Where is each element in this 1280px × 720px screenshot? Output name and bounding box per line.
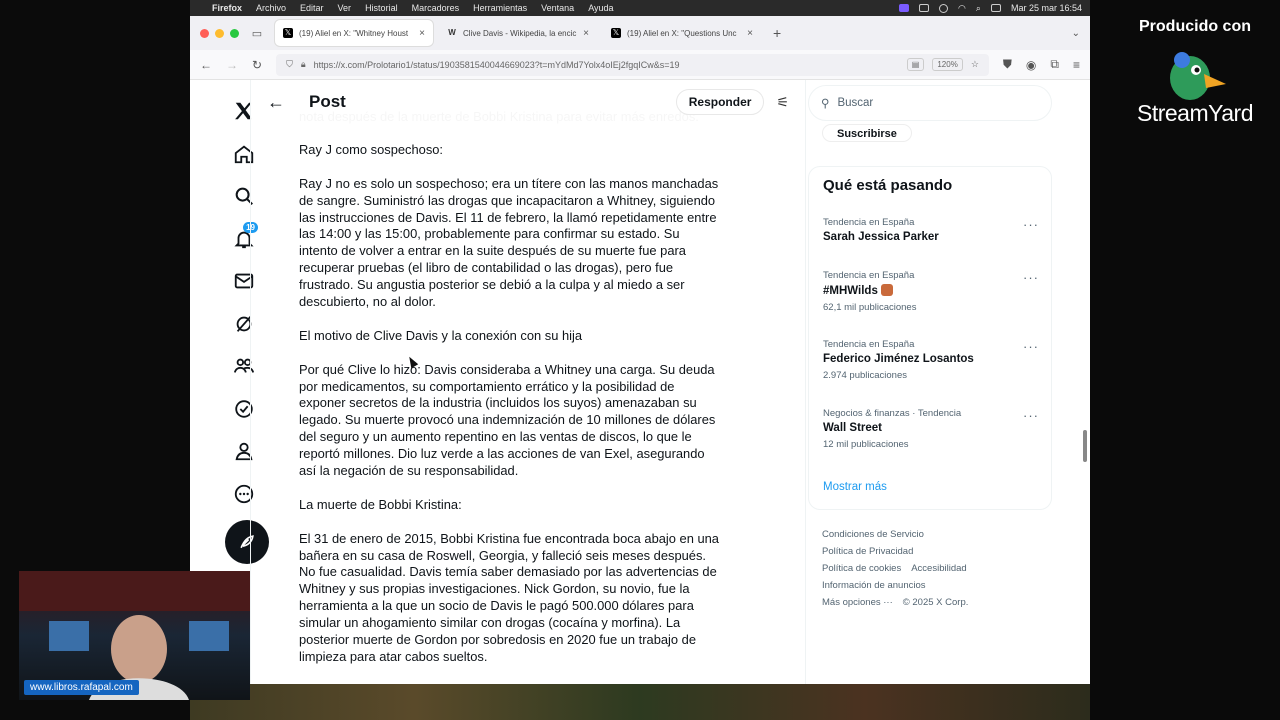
- menu-marcadores[interactable]: Marcadores: [411, 3, 460, 13]
- trend-item[interactable]: [823, 408, 1039, 450]
- spotlight-icon[interactable]: ⌕: [975, 2, 981, 13]
- x-page: [190, 80, 1090, 684]
- trend-name: Sarah Jessica Parker: [823, 231, 939, 243]
- subscribe-button[interactable]: Suscribirse: [822, 124, 912, 142]
- x-favicon-icon: 𝕏: [284, 28, 292, 37]
- footer-link[interactable]: Condiciones de Servicio: [822, 529, 924, 540]
- trend-count: 12 mil publicaciones: [823, 439, 909, 450]
- footer-link[interactable]: Accesibilidad: [911, 563, 967, 574]
- reader-view-icon[interactable]: ▤: [907, 58, 925, 71]
- trend-more-icon[interactable]: ···: [1023, 408, 1039, 423]
- post-paragraph: Ray J no es solo un sospechoso; era un títere con las manos manchadas de sangre. Suministró las drogas que incapacitaron a Whitney, siguiendo las instrucciones de Davis. El 11 de febrero, la llamó repetidamente entre las 14:00 y las 15:00, probablemente para confirmar su estado. Su intento de volver a entrar en la suite después de su muerte fue para recuperar pruebas (el libro de contabilidad o las drogas), pero fue frustrado. Su angustia posterior se debió a la culpa y al miedo a ser descubierto, no al dolor.: [299, 175, 719, 310]
- menu-archivo[interactable]: Archivo: [256, 3, 287, 13]
- search-icon: ⚲: [821, 98, 830, 110]
- reply-button[interactable]: Responder: [676, 89, 765, 115]
- tracking-shield-icon[interactable]: ⛉: [286, 59, 293, 69]
- trend-context: Tendencia en España: [823, 217, 915, 228]
- streamyard-brand: StreamYard: [1136, 100, 1253, 126]
- footer-link[interactable]: Información de anuncios: [822, 580, 926, 591]
- record-icon[interactable]: [939, 4, 948, 13]
- post-paragraph: El 31 de enero de 2015, Bobbi Kristina fue encontrada boca abajo en una bañera en su casa de Roswell, Georgia, y falleció seis meses después. No fue casualidad. Davis temía saber demasiado por las advertencias de Whitney y sus propias investigaciones. Nick Gordon, su novio, fue la herramienta a la que un socio de Davis le pagó 500.000 dólares para simular un ahogamiento similar con drogas (cocaína y morfina). La posterior muerte de Gordon por sobredosis en 2020 fue un trabajo de limpieza para atar cabos sueltos.: [299, 530, 719, 665]
- tab-title: Clive Davis - Wikipedia, la encic: [463, 28, 577, 38]
- close-tab-icon[interactable]: ×: [747, 27, 753, 39]
- trend-name: Federico Jiménez Losantos: [823, 353, 974, 365]
- trends-title: Qué está pasando: [823, 177, 953, 194]
- reader-settings-icon[interactable]: ⚟: [776, 93, 789, 110]
- lock-icon[interactable]: 🔒︎: [300, 59, 306, 69]
- menu-clock[interactable]: Mar 25 mar 16:54: [1010, 3, 1082, 13]
- trend-name: Wall Street: [823, 422, 883, 434]
- url-field[interactable]: [276, 54, 989, 76]
- tab-bar: [190, 16, 1090, 50]
- menu-editar[interactable]: Editar: [300, 3, 324, 13]
- reload-icon[interactable]: ↻: [252, 57, 263, 72]
- forward-icon[interactable]: →: [226, 57, 238, 72]
- menu-icon[interactable]: ≡: [1072, 57, 1080, 72]
- battery-icon[interactable]: [919, 4, 929, 12]
- streamyard-duck-logo-icon: [1160, 44, 1230, 104]
- trend-count: 62,1 mil publicaciones: [823, 302, 917, 313]
- pocket-icon[interactable]: ⛊: [1002, 57, 1012, 71]
- copyright: © 2025 X Corp.: [902, 597, 969, 608]
- tab-x-questions[interactable]: [603, 20, 761, 46]
- menu-ventana[interactable]: Ventana: [541, 3, 575, 13]
- trend-context: Negocios & finanzas · Tendencia: [823, 408, 962, 419]
- footer-link[interactable]: Más opciones ···: [822, 597, 893, 608]
- notifications-badge: 19: [243, 222, 258, 233]
- x-favicon-icon: 𝕏: [612, 28, 620, 37]
- trend-more-icon[interactable]: ···: [1023, 217, 1039, 232]
- backdrop-photo: [190, 684, 1090, 720]
- tab-list-chevron-icon[interactable]: ⌄: [1071, 27, 1080, 39]
- trend-name: #MHWilds: [823, 284, 1039, 297]
- page-title: Post: [309, 92, 346, 111]
- wifi-icon[interactable]: ◠: [958, 2, 966, 13]
- trend-more-icon[interactable]: ···: [1023, 339, 1039, 354]
- search-placeholder: Buscar: [837, 97, 874, 109]
- close-tab-icon[interactable]: ×: [583, 27, 589, 39]
- footer-links: [822, 526, 1042, 611]
- section-heading: Ray J como sospechoso:: [299, 141, 444, 157]
- new-tab-button[interactable]: +: [773, 25, 782, 41]
- app-menu[interactable]: Firefox: [212, 3, 243, 13]
- extensions-icon[interactable]: ⧉: [1050, 57, 1059, 71]
- close-window-button[interactable]: [200, 29, 209, 38]
- menu-herramientas[interactable]: Herramientas: [473, 3, 528, 13]
- url-text[interactable]: https://x.com/Prolotario1/status/1903581540044669023?t=mYdMd7Yolx4oIEj2fgqICw&s=19: [313, 59, 680, 70]
- post-text: [299, 109, 789, 683]
- screen-share-icon[interactable]: [899, 4, 909, 12]
- tab-title: (19) Aliel en X: "Whitney Houst: [299, 28, 409, 38]
- trends-panel: [808, 166, 1052, 510]
- trend-count: 2.974 publicaciones: [823, 370, 907, 381]
- trend-context: Tendencia en España: [823, 270, 915, 281]
- search-input[interactable]: [808, 85, 1052, 121]
- footer-link[interactable]: Política de cookies: [822, 563, 902, 574]
- produced-with-label: Producido con: [1139, 18, 1251, 35]
- account-icon[interactable]: ◉: [1025, 57, 1037, 72]
- monster-emoji-icon: [881, 284, 893, 296]
- menu-ver[interactable]: Ver: [337, 3, 352, 13]
- tab-x-whitney[interactable]: [275, 20, 433, 46]
- trend-context: Tendencia en España: [823, 339, 915, 350]
- close-tab-icon[interactable]: ×: [419, 27, 425, 39]
- post-paragraph: Por qué Clive lo hizo: Davis consideraba a Whitney una carga. Su deuda por medicamentos, su comportamiento errático y la posibilidad de exponer secretos de la industria (incluidos los suyos) amenazaban su legado. Su muerte provocó una indemnización de 10 millones de dólares del seguro y un aumento repentino en las ventas de discos, lo que le reportó millones. Dio luz verde a las acciones de van Exel, asegurando así la negación de su responsabilidad.: [299, 361, 716, 479]
- control-center-icon[interactable]: [991, 4, 1001, 12]
- webcam-url-label: www.libros.rafapal.com: [24, 680, 139, 695]
- post-column: [250, 80, 806, 684]
- back-icon[interactable]: ←: [200, 57, 212, 72]
- tab-overview-icon[interactable]: ▭: [251, 27, 263, 40]
- section-heading: La muerte de Bobbi Kristina:: [299, 496, 462, 512]
- menu-ayuda[interactable]: Ayuda: [588, 3, 614, 13]
- mac-menu-bar: [190, 0, 1090, 16]
- trend-more-icon[interactable]: ···: [1023, 270, 1039, 285]
- page-scrollbar[interactable]: [1083, 430, 1087, 462]
- zoom-window-button[interactable]: [230, 29, 239, 38]
- trend-item[interactable]: [823, 270, 1039, 313]
- zoom-level[interactable]: 120%: [932, 58, 962, 71]
- menu-historial[interactable]: Historial: [365, 3, 398, 13]
- tab-wikipedia[interactable]: [439, 20, 597, 46]
- trend-item[interactable]: [823, 339, 1039, 381]
- trend-item[interactable]: [823, 217, 1039, 243]
- show-more-link[interactable]: Mostrar más: [823, 481, 887, 493]
- wikipedia-favicon-icon: W: [448, 28, 456, 37]
- section-heading: El motivo de Clive Davis y la conexión con su hija: [299, 327, 583, 343]
- footer-link[interactable]: Política de Privacidad: [822, 546, 914, 557]
- streamyard-overlay: [1120, 18, 1270, 127]
- bookmark-star-icon[interactable]: ☆: [970, 59, 979, 69]
- firefox-window: [190, 16, 1090, 684]
- navigation-bar: [190, 50, 1090, 80]
- post-header: [251, 80, 805, 124]
- minimize-window-button[interactable]: [215, 29, 224, 38]
- tab-title: (19) Aliel en X: "Questions Unc: [627, 28, 737, 38]
- back-arrow-icon[interactable]: ←: [267, 91, 285, 112]
